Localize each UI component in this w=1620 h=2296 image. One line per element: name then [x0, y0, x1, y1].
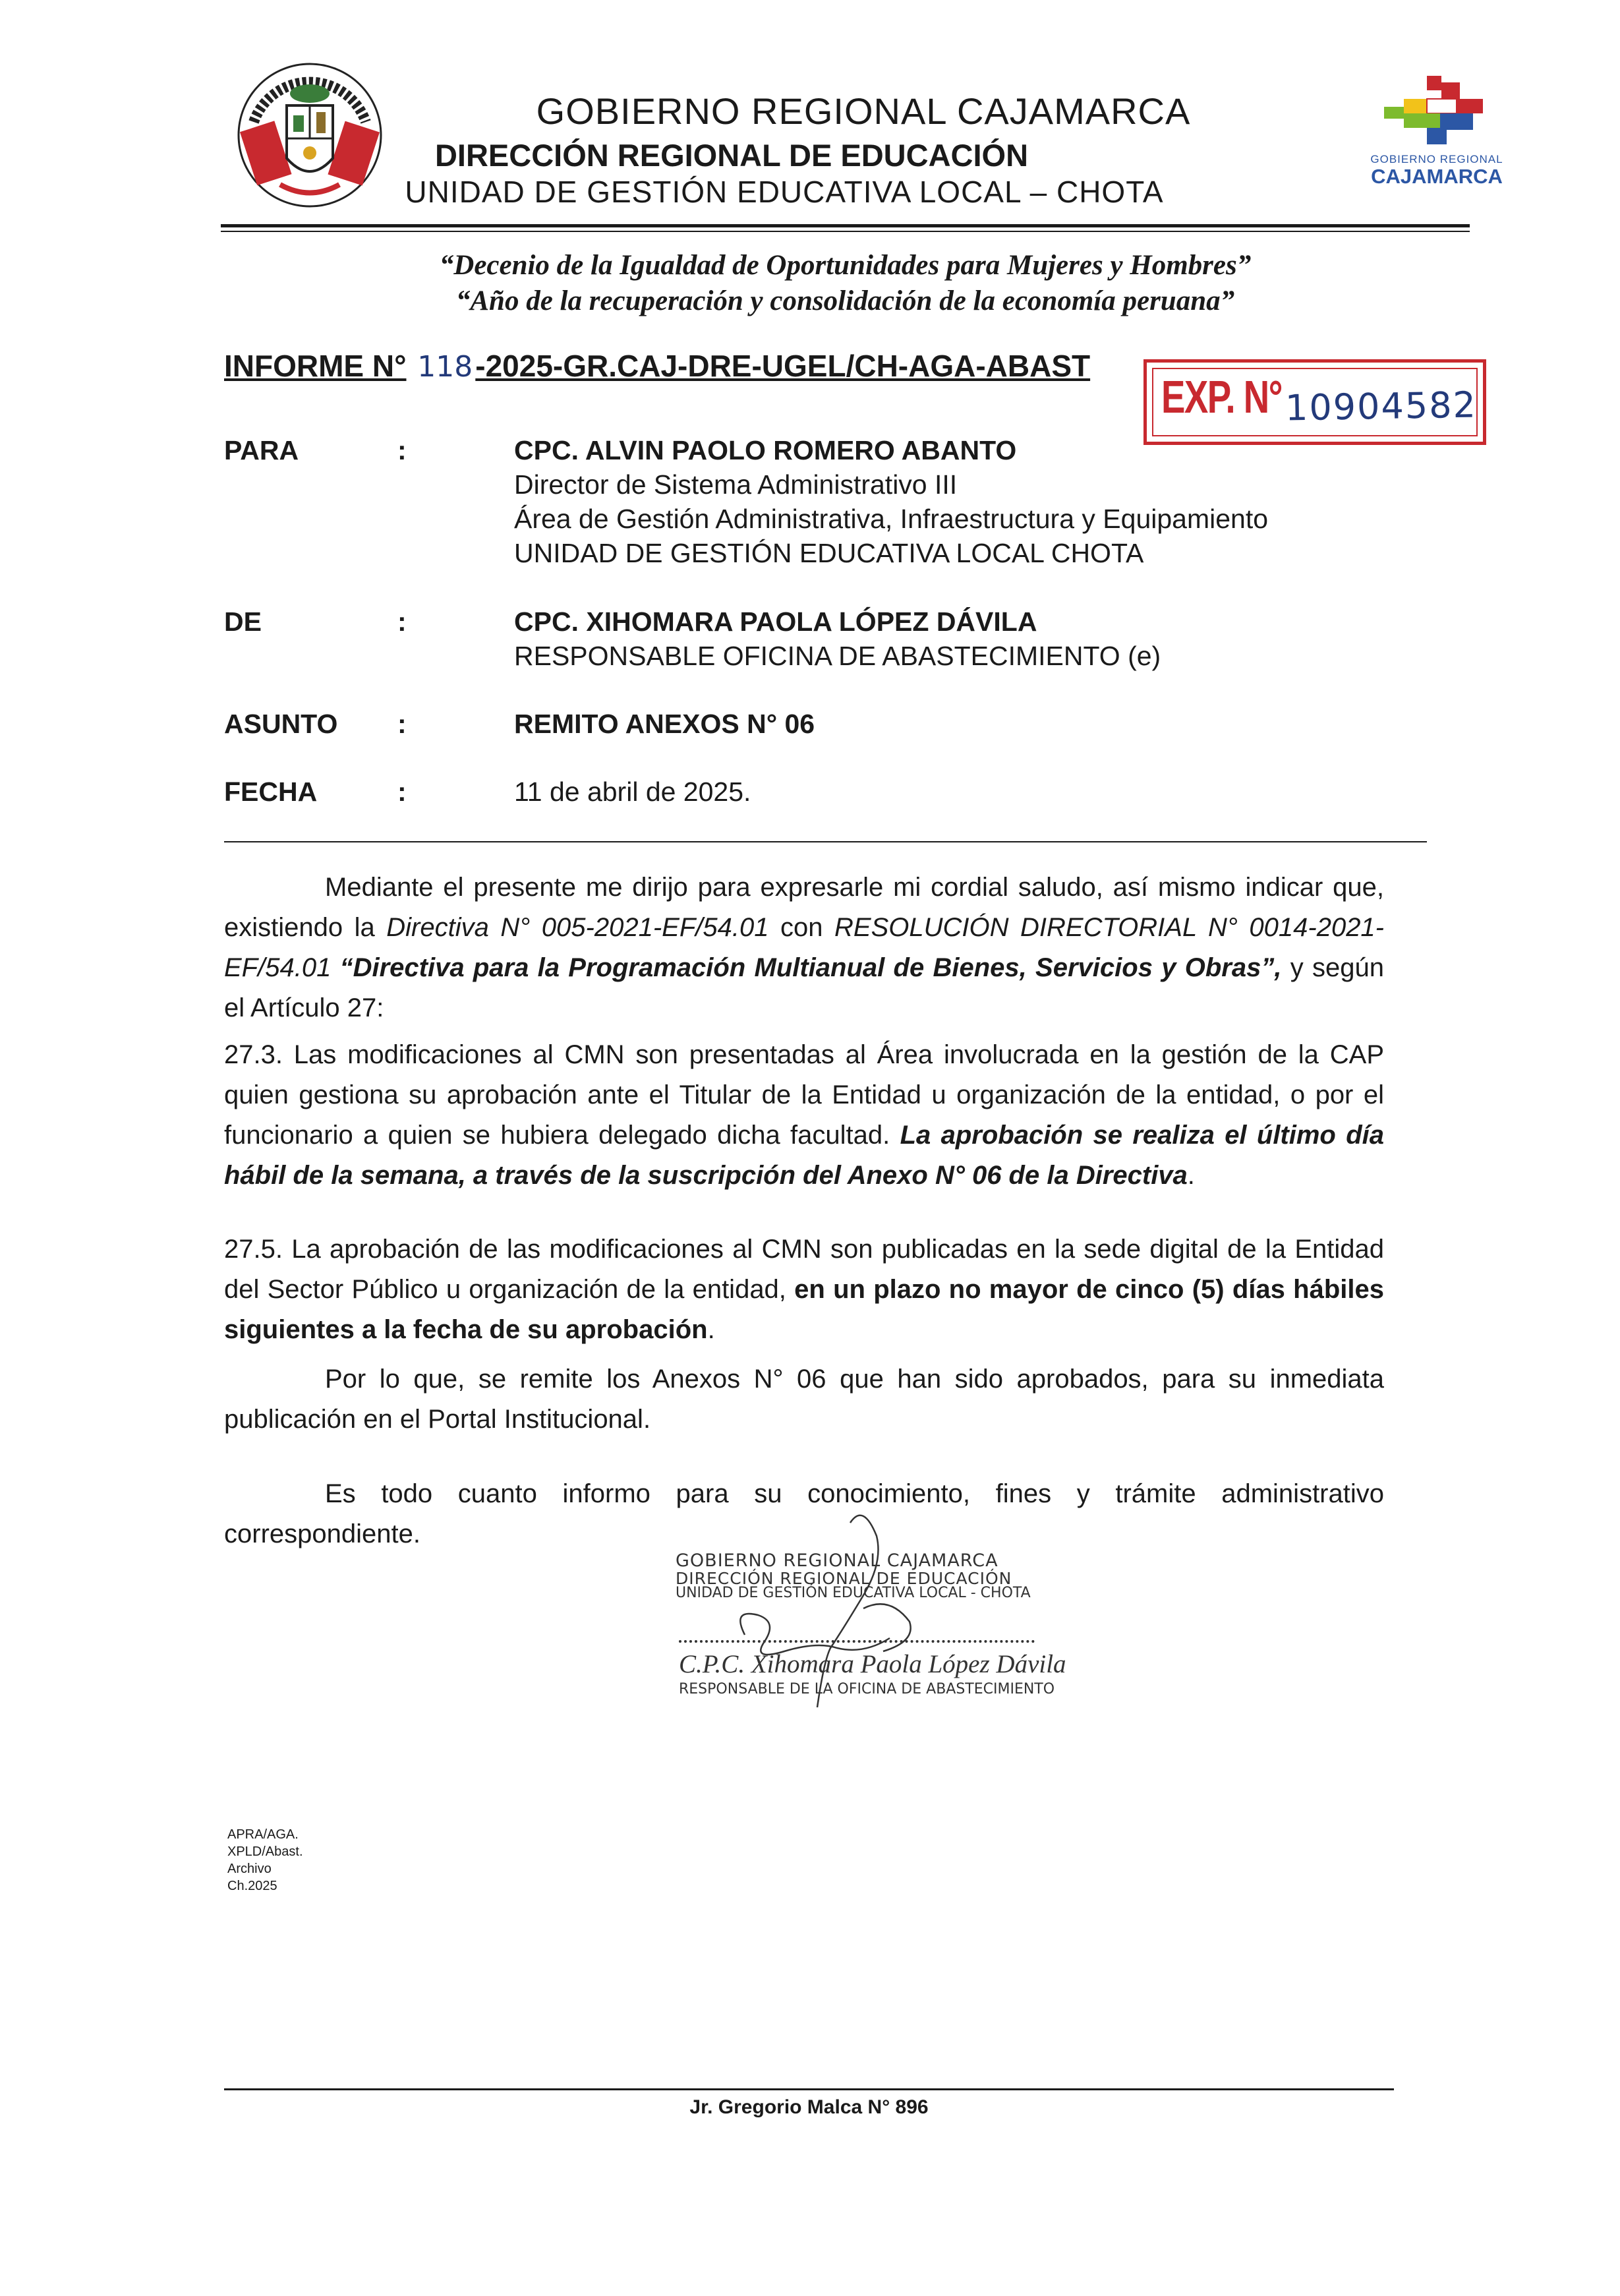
field-fecha-label: FECHA [224, 777, 318, 807]
header-government: GOBIERNO REGIONAL CAJAMARCA [536, 90, 1191, 132]
article-27-3-end: . [1187, 1161, 1195, 1190]
signature-org-direction: DIRECCIÓN REGIONAL DE EDUCACIÓN [676, 1569, 1012, 1588]
field-para-colon: : [397, 435, 407, 465]
informe-number-handwritten: 118 [417, 350, 473, 384]
article-27-5-text: 27.5. La aprobación de las modificaciones al CMN son publicadas en la sede digital de la Entidad del Sector Público u organización de la entidad, [224, 1235, 1384, 1304]
resolution-ref: RESOLUCIÓN DIRECTORIAL N° 0014-2021-EF/54.01 [224, 913, 1385, 982]
informe-title [224, 348, 1090, 384]
field-para-area: Área de Gestión Administrativa, Infraestructura y Equipamiento [514, 504, 1269, 534]
stamp-number-handwritten: 10904582 [1285, 384, 1478, 429]
informe-prefix: INFORME N° [224, 349, 407, 383]
ref-line: Archivo [227, 1862, 272, 1876]
peru-coat-of-arms-seal [234, 59, 386, 211]
field-de-position: RESPONSABLE OFICINA DE ABASTECIMIENTO (e) [514, 641, 1161, 671]
footer-address: Jr. Gregorio Malca N° 896 [689, 2096, 929, 2118]
field-asunto-value: REMITO ANEXOS N° 06 [514, 709, 815, 739]
article-27-3-text: 27.3. Las modificaciones al CMN son presentadas al Área involucrada en la gestión de la CAP quien gestiona su aprobación ante el Titular de la Entidad u organización de la entidad, o por el funcionario a quien se hubiera delegado dicha facultad. [224, 1040, 1384, 1150]
header-unit: UNIDAD DE GESTIÓN EDUCATIVA LOCAL – CHOTA [405, 175, 1164, 209]
field-para-unit: UNIDAD DE GESTIÓN EDUCATIVA LOCAL CHOTA [514, 538, 1144, 568]
motto-year: “Año de la recuperación y consolidación de la economía peruana” [455, 285, 1235, 316]
field-fecha-value: 11 de abril de 2025. [514, 777, 751, 807]
meta-separator [224, 841, 1427, 842]
field-para-label: PARA [224, 435, 299, 465]
header-rule [221, 224, 1470, 227]
field-para-name: CPC. ALVIN PAOLO ROMERO ABANTO [514, 435, 1017, 465]
directive-ref: Directiva N° 005-2021-EF/54.01 [386, 913, 769, 942]
logo-name: CAJAMARCA [1371, 165, 1503, 188]
ref-line: APRA/AGA. [227, 1827, 299, 1842]
field-asunto-label: ASUNTO [224, 709, 338, 739]
footer-rule [224, 2088, 1394, 2090]
signature-org-government: GOBIERNO REGIONAL CAJAMARCA [676, 1550, 998, 1571]
header-rule-thin [221, 231, 1470, 232]
paragraph-intro [224, 868, 1384, 1028]
motto-decade: “Decenio de la Igualdad de Oportunidades para Mujeres y Hombres” [439, 250, 1252, 281]
informe-suffix: -2025-GR.CAJ-DRE-UGEL/CH-AGA-ABAST [475, 349, 1091, 383]
signature-role: RESPONSABLE DE LA OFICINA DE ABASTECIMIENTO [679, 1681, 1055, 1697]
paragraph-article-27-3 [224, 1035, 1384, 1196]
intro-text: Mediante el presente me dirijo para expresarle mi cordial saludo, así mismo indicar que, existiendo la [224, 873, 1384, 942]
article-ref: y según el Artículo 27: [224, 953, 1384, 1022]
logo-subtitle: GOBIERNO REGIONAL [1370, 153, 1503, 165]
stamp-label: EXP. N° [1161, 371, 1282, 423]
intro-connector: con [768, 913, 834, 942]
field-de-name: CPC. XIHOMARA PAOLA LÓPEZ DÁVILA [514, 606, 1037, 637]
directive-title: “Directiva para la Programación Multianual de Bienes, Servicios y Obras”, [331, 953, 1282, 982]
field-para-position: Director de Sistema Administrativo III [514, 469, 958, 500]
article-27-3-emphasis: La aprobación se realiza el último día hábil de la semana, a través de la suscripción del Anexo N° 06 de la Directiva [224, 1121, 1384, 1190]
field-fecha-colon: : [397, 777, 407, 807]
signature-name: C.P.C. Xihomara Paola López Dávila [679, 1650, 1066, 1678]
article-27-5-end: . [707, 1315, 715, 1344]
signature-line [679, 1640, 1035, 1643]
header-direction: DIRECCIÓN REGIONAL DE EDUCACIÓN [434, 138, 1029, 173]
field-de-label: DE [224, 606, 262, 637]
field-asunto-colon: : [397, 709, 407, 739]
signature-org-unit: UNIDAD DE GESTIÓN EDUCATIVA LOCAL - CHOTA [676, 1585, 1031, 1601]
remit-text: Por lo que, se remite los Anexos N° 06 que han sido aprobados, para su inmediata publicación en el Portal Institucional. [224, 1365, 1384, 1434]
ref-line: XPLD/Abast. [227, 1844, 303, 1859]
paragraph-remit [224, 1359, 1384, 1440]
field-de-colon: : [397, 606, 407, 637]
ref-line: Ch.2025 [227, 1879, 277, 1893]
closing-text: Es todo cuanto informo para su conocimiento, fines y trámite administrativo correspondiente. [224, 1479, 1384, 1548]
paragraph-article-27-5 [224, 1229, 1384, 1350]
article-27-5-emphasis: en un plazo no mayor de cinco (5) días hábiles siguientes a la fecha de su aprobación [224, 1275, 1384, 1344]
